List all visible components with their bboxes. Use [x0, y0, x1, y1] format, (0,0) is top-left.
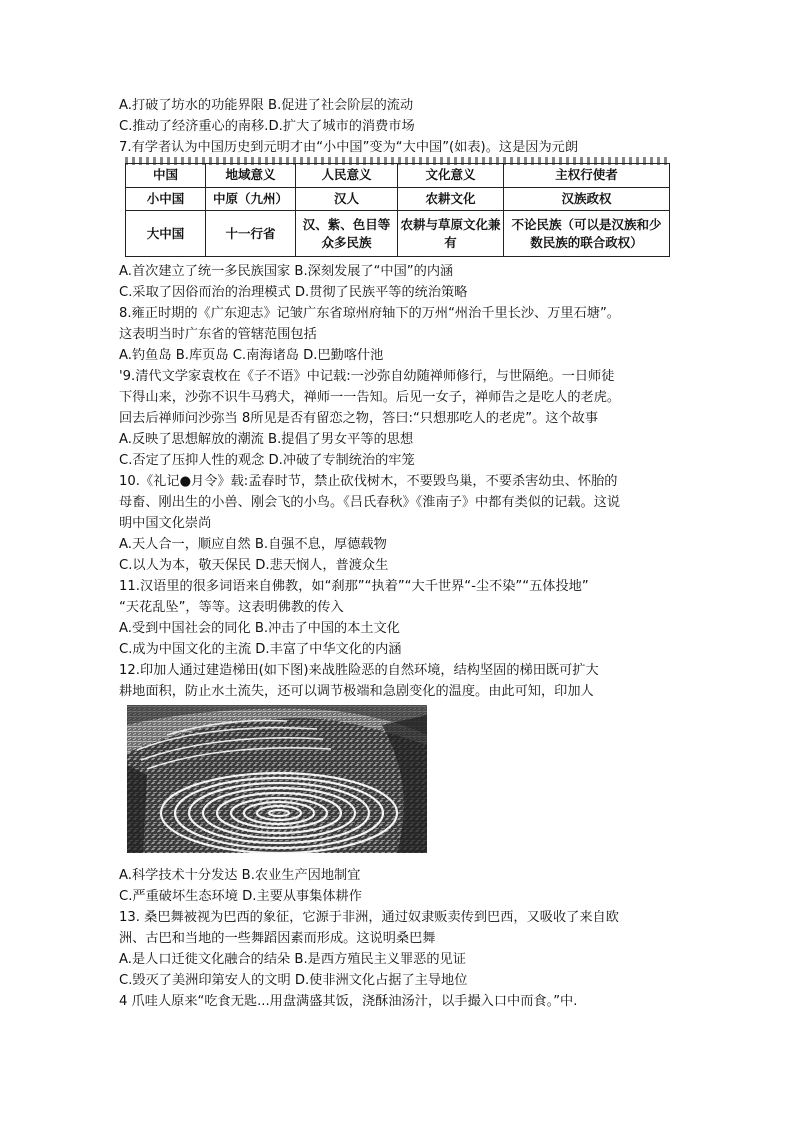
- table-cell: 汉、紫、色目等众多民族: [296, 211, 398, 257]
- q9-options-cd: C.否定了压抑人性的观念 D.冲破了专制统治的牢笼: [119, 453, 415, 468]
- table-cell: 十一行省: [206, 211, 296, 257]
- q11-stem-2: “天花乱坠”，等等。这表明佛教的传入: [119, 600, 344, 615]
- q9-options-ab: A.反映了思想解放的潮流 B.提倡了男女平等的思想: [119, 432, 414, 447]
- table-row: [126, 211, 670, 257]
- q13-options-cd: C.毁灭了美洲印第安人的文明 D.使非洲文化占据了主导地位: [119, 973, 468, 988]
- table-header-cell: 地域意义: [206, 164, 296, 188]
- q13-stem-2: 洲、古巴和当地的一些舞蹈因素而形成。这说明桑巴舞: [119, 931, 436, 946]
- q12-stem-1: 12.印加人通过建造梯田(如下图)来战胜险恶的自然环境，结构坚固的梯田既可扩大: [119, 663, 599, 678]
- q9-stem-1: '9.清代文学家袁枚在《子不语》中记载:一沙弥自幼随禅师修行，与世隔绝。一日师徒: [119, 369, 615, 384]
- table-header-cell: 人民意义: [296, 164, 398, 188]
- q7-options-cd: C.采取了因俗而治的治理模式 D.贯彻了民族平等的统治策略: [119, 285, 468, 300]
- q8-options: A.钓鱼岛 B.库页岛 C.南海诸岛 D.巴勤喀什池: [119, 348, 384, 363]
- table-cell: 农耕与草原文化兼有: [398, 211, 504, 257]
- q13-options-ab: A.是人口迁徙文化融合的结朵 B.是西方殖民主义罪恶的见证: [119, 952, 466, 967]
- q7-table: [125, 163, 670, 257]
- q6-options-cd: C.推动了经济重心的南移.D.扩大了城市的消费市场: [119, 119, 415, 134]
- q9-stem-3: 回去后禅师问沙弥当 8所见是否有留恋之物，答曰:“只想那吃人的老虎”。这个故事: [119, 411, 599, 426]
- table-header-cell: 中国: [126, 164, 206, 188]
- q11-options-cd: C.成为中国文化的主流 D.丰富了中华文化的内涵: [119, 642, 402, 657]
- q8-stem-2: 这表明当时广东省的管辖范围包括: [119, 327, 317, 342]
- table-cell: 小中国: [126, 187, 206, 211]
- q12-stem-2: 耕地面积，防止水土流失，还可以调节极端和急剧变化的温度。由此可知，印加人: [119, 684, 594, 699]
- q11-stem-1: 11.汉语里的很多词语来自佛教，如“刹那”“执着”“大千世界“-尘不染”“五体投地”: [119, 579, 589, 594]
- q13-stem-1: 13. 桑巴舞被视为巴西的象征，它源于非洲，通过奴隶贩卖传到巴西，又吸收了来自欧: [119, 910, 619, 925]
- q6-options-ab: A.打破了坊水的功能界限 B.促进了社会阶层的流动: [119, 98, 414, 113]
- q14-stem: 4 爪哇人原来“吃食无匙...用盘满盛其饭，浇酥油汤汁，以手撮入口中而食。”中.: [119, 994, 578, 1009]
- table-cell: 大中国: [126, 211, 206, 257]
- table-header-cell: 主权行使者: [504, 164, 670, 188]
- inca-terrace-image: [127, 705, 427, 853]
- q10-stem-3: 明中国文化崇尚: [119, 516, 212, 531]
- table-cell: 不论民族（可以是汉族和少数民族的联合政权）: [504, 211, 670, 257]
- q9-stem-2: 下得山来，沙弥不识牛马鸦犬，禅师一一告知。后见一女子，禅师告之是吃人的老虎。: [119, 390, 621, 405]
- q10-stem-2: 母畜、刚出生的小兽、刚会飞的小鸟。《吕氏春秋》《淮南子》中都有类似的记载。这说: [119, 495, 621, 510]
- table-row: [126, 187, 670, 211]
- q7-stem: 7.有学者认为中国历史到元明才由“小中国”变为“大中国”(如表)。这是因为元朗: [119, 140, 579, 155]
- q12-options-ab: A.科学技术十分发达 B.农业生产因地制宜: [119, 868, 361, 883]
- table-header-row: [126, 164, 670, 188]
- table-header-cell: 文化意义: [398, 164, 504, 188]
- q11-options-ab: A.受到中国社会的同化 B.冲击了中国的本土文化: [119, 621, 400, 636]
- table-cell: 汉族政权: [504, 187, 670, 211]
- q10-options-cd: C.以人为本，敬天保民 D.悲天悯人，普渡众生: [119, 558, 389, 573]
- q10-options-ab: A.天人合一，顺应自然 B.自强不息，厚德载物: [119, 537, 387, 552]
- q12-options-cd: C.严重破坏生态环境 D.主要从事集体耕作: [119, 889, 362, 904]
- table-cell: 中原（九州）: [206, 187, 296, 211]
- table-cell: 汉人: [296, 187, 398, 211]
- terrace-illustration: [127, 705, 427, 853]
- q7-options-ab: A.首次建立了统一多民族国家 B.深刻发展了“中国”的内涵: [119, 264, 454, 279]
- q10-stem-1: 10.《礼记●月令》载:孟春时节，禁止砍伐树木，不要毁鸟巢，不要杀害幼虫、怀胎的: [119, 474, 618, 489]
- q8-stem-1: 8.雍正时期的《广东迎志》记皱广东省琼州府轴下的万州“州治千里长沙、万里石塘”。: [119, 306, 620, 321]
- table-cell: 农耕文化: [398, 187, 504, 211]
